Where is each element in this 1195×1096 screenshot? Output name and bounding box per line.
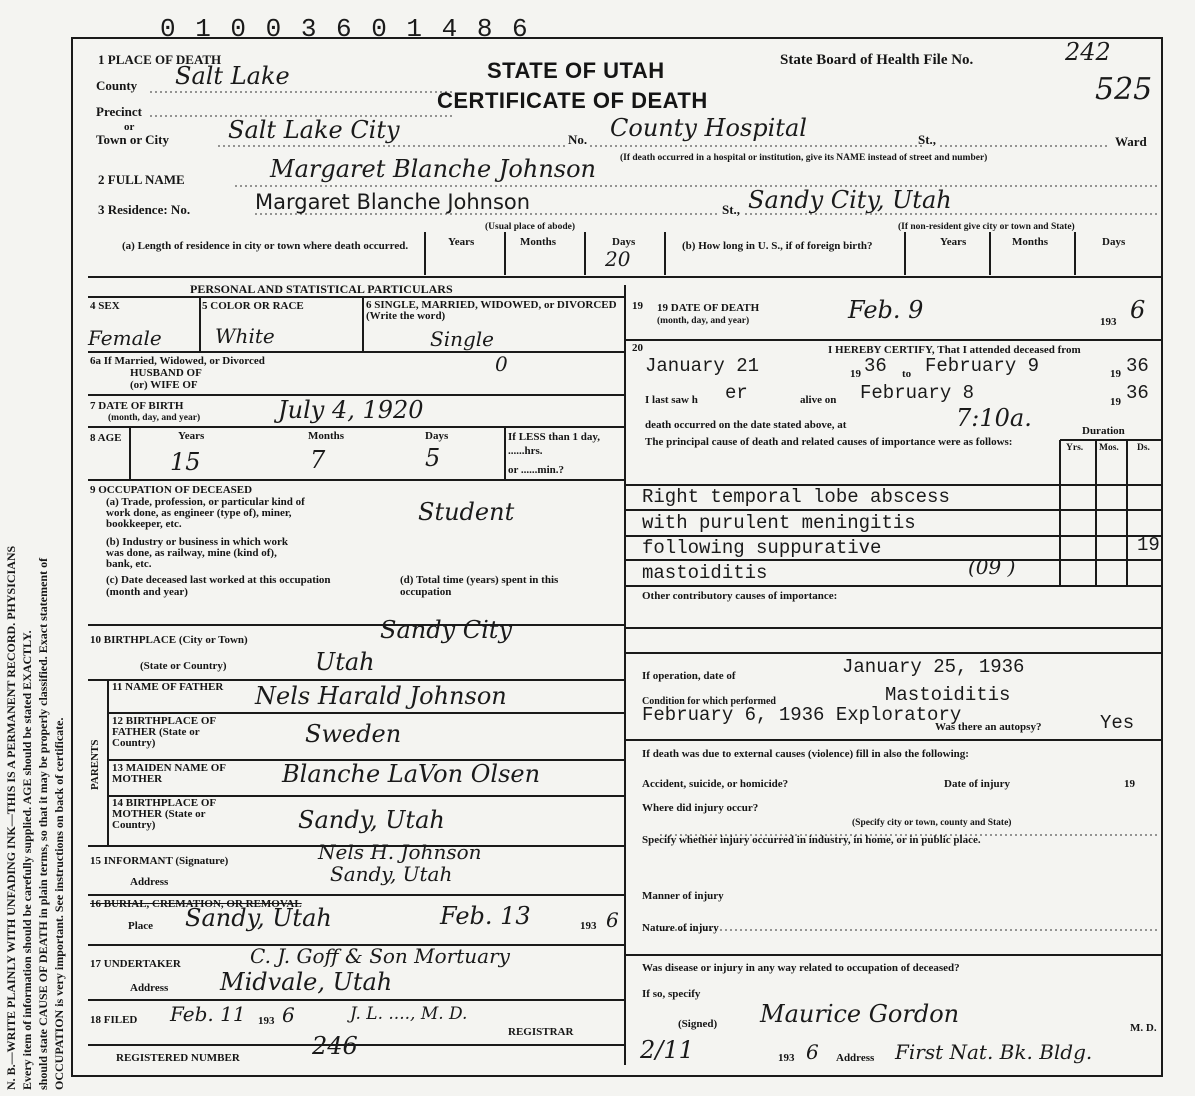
md-label: M. D. bbox=[1130, 1022, 1157, 1034]
burial-label: 16 BURIAL, CREMATION, OR REMOVAL bbox=[90, 898, 302, 910]
undertaker-label: 17 UNDERTAKER bbox=[90, 958, 181, 970]
burial-year-prefix: 193 bbox=[580, 920, 597, 932]
physician-signature: Maurice Gordon bbox=[760, 1000, 960, 1028]
signed-label: (Signed) bbox=[678, 1018, 718, 1030]
certify-label: I HEREBY CERTIFY, That I attended deceased from bbox=[828, 344, 1081, 356]
state-title: STATE OF UTAH bbox=[487, 58, 665, 83]
res-months-label: Months bbox=[520, 236, 557, 248]
or-label: or bbox=[124, 121, 135, 133]
last-saw-label: I last saw h bbox=[645, 394, 698, 406]
res-days-label: Days bbox=[612, 236, 636, 248]
side-note-4: OCCUPATION is very important. See instructions on back of certificate. bbox=[52, 717, 66, 1090]
parents-side-label: PARENTS bbox=[89, 739, 101, 790]
operation-label: If operation, date of bbox=[642, 670, 736, 682]
registered-number-value: 246 bbox=[312, 1032, 358, 1060]
birthplace-state: Utah bbox=[315, 648, 375, 676]
cause-line-1: Right temporal lobe abscess bbox=[642, 486, 950, 508]
accident-label: Accident, suicide, or homicide? bbox=[642, 778, 789, 790]
us-days-label: Days bbox=[1102, 236, 1126, 248]
birthplace-state-label: (State or Country) bbox=[140, 660, 227, 672]
duration-mos-label: Mos. bbox=[1099, 443, 1119, 453]
attended-from-year-prefix: 19 bbox=[850, 368, 861, 380]
dob-label: 7 DATE OF BIRTH bbox=[90, 400, 184, 412]
less-than-min-label: or ......min.? bbox=[508, 464, 565, 476]
signature-address: First Nat. Bk. Bldg. bbox=[895, 1040, 1093, 1064]
father-birthplace-value: Sweden bbox=[305, 720, 402, 748]
death-date-sublabel: (month, day, and year) bbox=[657, 316, 750, 326]
cause-line-2: with purulent meningitis bbox=[642, 512, 916, 534]
marital-value: Single bbox=[430, 327, 495, 351]
residence-length-label: (a) Length of residence in city or town where death occurred. bbox=[122, 240, 409, 252]
burial-place-value: Sandy, Utah bbox=[185, 904, 332, 932]
age-days-value: 5 bbox=[425, 444, 441, 472]
attended-to-year-prefix: 19 bbox=[1110, 368, 1121, 380]
informant-value: Nels H. Johnson bbox=[318, 840, 482, 864]
death-date-value: Feb. 9 bbox=[848, 296, 924, 324]
color-value: White bbox=[215, 324, 275, 348]
injury-specify-label: Specify whether injury occurred in industry, in home, or in public place. bbox=[642, 834, 981, 846]
mother-name-label: 13 MAIDEN NAME OF MOTHER bbox=[112, 762, 226, 785]
attended-to-year: 36 bbox=[1126, 355, 1149, 377]
side-note-3: should state CAUSE OF DEATH in plain terms, so that it may be properly classified. Exact statement of bbox=[36, 557, 50, 1090]
us-years-label: Years bbox=[940, 236, 967, 248]
street-label: St., bbox=[918, 132, 937, 147]
occupation-d-label: (d) Total time (years) spent in this occupation bbox=[400, 574, 559, 598]
file-number-label: State Board of Health File No. bbox=[780, 52, 974, 68]
undertaker-value: C. J. Goff & Son Mortuary bbox=[250, 944, 510, 968]
injury-date-label: Date of injury bbox=[944, 778, 1010, 790]
death-date-num: 19 bbox=[632, 300, 643, 312]
if-so-label: If so, specify bbox=[642, 988, 701, 1000]
duration-ds-label: Ds. bbox=[1137, 443, 1150, 453]
injury-year-label: 19 bbox=[1124, 778, 1135, 790]
filed-date: Feb. 11 bbox=[170, 1002, 246, 1026]
ward-label: Ward bbox=[1115, 134, 1147, 149]
county-label: County bbox=[96, 78, 138, 93]
attended-from: January 21 bbox=[645, 355, 760, 377]
abode-note: (Usual place of abode) bbox=[485, 222, 575, 232]
mother-birthplace-value: Sandy, Utah bbox=[298, 806, 445, 834]
spouse-value: 0 bbox=[495, 352, 508, 376]
burial-place-label: Place bbox=[128, 920, 154, 932]
precinct-label: Precinct bbox=[96, 104, 142, 119]
duration-yrs-label: Yrs. bbox=[1066, 443, 1084, 453]
attended-to-label: to bbox=[902, 368, 912, 380]
cause-code: (09 ) bbox=[968, 555, 1016, 579]
signature-date: 2/11 bbox=[640, 1036, 694, 1064]
last-saw-er: er bbox=[725, 382, 748, 404]
dob-sublabel: (month, day, and year) bbox=[108, 413, 201, 423]
other-causes-label: Other contributory causes of importance: bbox=[642, 590, 838, 602]
death-time-label: death occurred on the date stated above, at bbox=[645, 419, 847, 431]
full-name-value: Margaret Blanche Johnson bbox=[270, 155, 596, 183]
registered-number-label: REGISTERED NUMBER bbox=[116, 1052, 240, 1064]
nonresident-note: (If non-resident give city or town and State) bbox=[898, 222, 1075, 232]
hospital-note: (If death occurred in a hospital or institution, give its NAME instead of street and number) bbox=[620, 153, 988, 163]
town-label: Town or City bbox=[96, 132, 169, 147]
occupation-c-label: (c) Date deceased last worked at this occupation (month and year) bbox=[106, 574, 331, 598]
autopsy-label: Was there an autopsy? bbox=[935, 721, 1042, 733]
mother-birthplace-label: 14 BIRTHPLACE OF MOTHER (State or Country) bbox=[112, 797, 216, 831]
condition-label: Condition for which performed bbox=[642, 696, 776, 707]
death-year-prefix: 193 bbox=[1100, 316, 1117, 328]
foreign-birth-label: (b) How long in U. S., if of foreign birth? bbox=[682, 240, 873, 252]
spouse-label-2: HUSBAND OF bbox=[130, 367, 202, 379]
undertaker-address: Midvale, Utah bbox=[220, 968, 393, 996]
attended-to: February 9 bbox=[925, 355, 1040, 377]
occupation-related-label: Was disease or injury in any way related to occupation of deceased? bbox=[642, 962, 960, 974]
occupation-label: 9 OCCUPATION OF DECEASED bbox=[90, 484, 253, 496]
signature-year-prefix: 193 bbox=[778, 1052, 795, 1064]
residence-label: 3 Residence: No. bbox=[98, 202, 191, 217]
certify-num: 20 bbox=[632, 342, 643, 354]
color-label: 5 COLOR OR RACE bbox=[202, 300, 304, 312]
father-name-label: 11 NAME OF FATHER bbox=[112, 681, 224, 693]
birthplace-city: Sandy City bbox=[380, 616, 512, 644]
spouse-label-3: (or) WIFE OF bbox=[130, 379, 198, 391]
mother-name-value: Blanche LaVon Olsen bbox=[282, 760, 541, 788]
informant-label: 15 INFORMANT (Signature) bbox=[90, 855, 229, 867]
cause-line-4: mastoiditis bbox=[642, 562, 768, 584]
external-causes-label: If death was due to external causes (violence) fill in also the following: bbox=[642, 748, 969, 760]
father-name-value: Nels Harald Johnson bbox=[255, 682, 507, 710]
operation-2: February 6, 1936 Exploratory bbox=[642, 704, 962, 726]
cause-duration-days: 19 bbox=[1137, 534, 1160, 556]
residence-no: Margaret Blanche Johnson bbox=[255, 190, 531, 214]
full-name-label: 2 FULL NAME bbox=[98, 172, 185, 187]
town-value: Salt Lake City bbox=[228, 116, 400, 144]
certificate-title: CERTIFICATE OF DEATH bbox=[437, 88, 708, 113]
burial-date-value: Feb. 13 bbox=[440, 902, 531, 930]
age-years-value: 15 bbox=[170, 448, 201, 476]
sex-label: 4 SEX bbox=[90, 300, 120, 312]
undertaker-address-label: Address bbox=[130, 982, 169, 994]
county-value: Salt Lake bbox=[175, 62, 290, 90]
age-label: 8 AGE bbox=[90, 432, 122, 444]
last-saw-year: 36 bbox=[1126, 382, 1149, 404]
side-note-2: Every item of information should be carefully supplied. AGE should be stated EXACTLY. bbox=[20, 630, 34, 1090]
manner-label: Manner of injury bbox=[642, 890, 724, 902]
occupation-value: Student bbox=[418, 498, 515, 526]
attended-from-year: 36 bbox=[864, 355, 887, 377]
cause-label: The principal cause of death and related causes of importance were as follows: bbox=[645, 436, 1013, 448]
condition-value: Mastoiditis bbox=[885, 684, 1011, 706]
last-saw-year-prefix: 19 bbox=[1110, 396, 1121, 408]
filed-year: 6 bbox=[282, 1003, 295, 1027]
place-of-death-label: 1 PLACE OF DEATH bbox=[98, 52, 222, 67]
sex-value: Female bbox=[88, 326, 162, 350]
res-years-label: Years bbox=[448, 236, 475, 248]
age-months-value: 7 bbox=[310, 446, 326, 474]
side-note-1: N. B.—WRITE PLAINLY WITH UNFADING INK—THIS IS A PERMANENT RECORD. PHYSICIANS bbox=[4, 545, 18, 1090]
stamp-number: 0 1 0 0 3 6 0 1 4 8 6 bbox=[160, 14, 530, 44]
signature-year: 6 bbox=[806, 1040, 819, 1064]
less-than-day-label: If LESS than 1 day, ......hrs. bbox=[508, 431, 601, 457]
injury-where-note: (Specify city or town, county and State) bbox=[852, 818, 1012, 828]
personal-heading: PERSONAL AND STATISTICAL PARTICULARS bbox=[190, 282, 453, 296]
registrar-signature: J. L. ...., M. D. bbox=[350, 1004, 468, 1024]
us-months-label: Months bbox=[1012, 236, 1049, 248]
death-time-value: 7:10a. bbox=[956, 404, 1032, 432]
nature-label: Nature of injury bbox=[642, 922, 719, 934]
file-number: 242 bbox=[1065, 38, 1111, 66]
occupation-a-label: (a) Trade, profession, or particular kind of work done, as engineer (type of), miner, bookkeeper, etc. bbox=[106, 496, 305, 530]
age-years-label: Years bbox=[178, 430, 205, 442]
autopsy-value: Yes bbox=[1100, 712, 1135, 734]
residence-st-label: St., bbox=[722, 202, 741, 217]
residence-st: Sandy City, Utah bbox=[748, 186, 952, 214]
burial-year-value: 6 bbox=[606, 908, 619, 932]
occupation-b-label: (b) Industry or business in which work was done, as railway, mine (kind of), bank, etc. bbox=[106, 536, 288, 570]
file-number-alt: 525 bbox=[1095, 72, 1153, 107]
duration-label: Duration bbox=[1082, 425, 1125, 437]
filed-label: 18 FILED bbox=[90, 1014, 138, 1026]
signature-address-label: Address bbox=[836, 1052, 875, 1064]
res-days-value: 20 bbox=[605, 247, 631, 271]
death-year-value: 6 bbox=[1130, 296, 1146, 324]
operation-date: January 25, 1936 bbox=[842, 656, 1025, 678]
filed-year-prefix: 193 bbox=[258, 1015, 275, 1027]
age-months-label: Months bbox=[308, 430, 345, 442]
last-saw-date: February 8 bbox=[860, 382, 975, 404]
street-no-label: No. bbox=[568, 132, 588, 147]
birthplace-label: 10 BIRTHPLACE (City or Town) bbox=[90, 634, 248, 646]
dob-value: July 4, 1920 bbox=[278, 396, 424, 424]
informant-address: Sandy, Utah bbox=[330, 862, 453, 886]
hospital-value: County Hospital bbox=[610, 114, 807, 142]
cause-line-3: following suppurative bbox=[642, 537, 882, 559]
father-birthplace-label: 12 BIRTHPLACE OF FATHER (State or Country) bbox=[112, 715, 216, 749]
registrar-label: REGISTRAR bbox=[508, 1026, 574, 1038]
informant-address-label: Address bbox=[130, 876, 169, 888]
age-days-label: Days bbox=[425, 430, 449, 442]
marital-label: 6 SINGLE, MARRIED, WIDOWED, or DIVORCED (Write the word) bbox=[366, 299, 617, 322]
death-date-label: 19 DATE OF DEATH bbox=[657, 302, 760, 314]
injury-where-label: Where did injury occur? bbox=[642, 802, 759, 814]
alive-on-label: alive on bbox=[800, 394, 837, 406]
spouse-label-1: 6a If Married, Widowed, or Divorced bbox=[90, 355, 265, 367]
